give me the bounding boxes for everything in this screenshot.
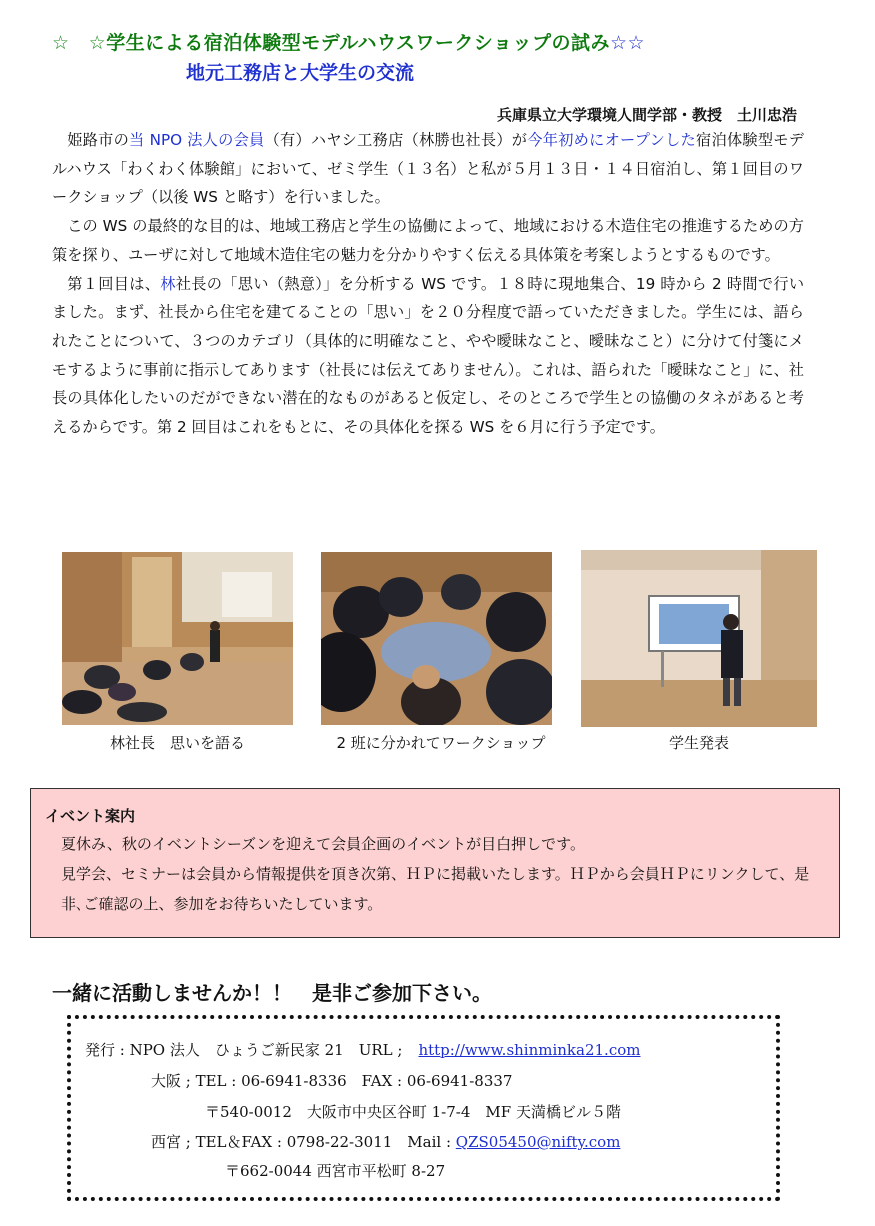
article-body — [52, 126, 804, 442]
article-subtitle: 地元工務店と大学生の交流 — [186, 62, 415, 84]
author-line: 兵庫県立大学環境人間学部・教授 土川忠浩 — [496, 106, 797, 124]
nishinomiya-address: 〒662-0044 西宮市平松町 8-27 — [225, 1162, 446, 1180]
article-title — [52, 28, 645, 55]
contact-box — [67, 1015, 780, 1201]
event-notice-box — [30, 788, 840, 938]
join-slogan: 一緒に活動しませんか！！ 是非ご参加下さい。 — [52, 981, 492, 1005]
event-text: 見学会、セミナーは会員から情報提供を頂き次第、ＨＰに掲載いたします。ＨＰから会員ＨＰにリンクして、是非､ご確認の上、参加をお待ちいたしています。 — [61, 865, 810, 913]
email-link[interactable]: QZS05450@nifty.com — [455, 1133, 621, 1151]
photo-student-presentation — [581, 550, 817, 727]
event-title: イベント案内 — [45, 807, 136, 825]
paragraph: 第１回目は、林社長の「思い（熱意）」を分析する WS です。１８時に現地集合、19 時から 2 時間で行いました。まず、社長から住宅を建てることの「思い」を２０分程度で語っていただきました。学生には、語られたことについて、３つのカテゴリ（具体的に明確なこと、やや曖昧なこと、曖昧なこと）に分けて付箋にメモするように事前に指示してあります（社長には伝えてありません）。これは、語られた「曖昧なこと」に、社長の具体化したいのだができない潜在的なものがあると仮定し、そのところで学生との協働のタネがあると考えるからです。第 2 回目はこれをもとに、その具体化を探る WS を６月に行う予定です。 — [52, 274, 805, 437]
event-text: 夏休み、秋のイベントシーズンを迎えて会員企画のイベントが目白押しです。 — [61, 835, 585, 853]
star-icon: ☆ — [88, 32, 107, 54]
photo-caption: 学生発表 — [668, 734, 729, 752]
osaka-address: 〒540-0012 大阪市中央区谷町 1-7-4 MF 天満橋ビル５階 — [205, 1103, 621, 1121]
photo-president-talk — [62, 552, 293, 725]
nishinomiya-contact: 西宮 ; TEL＆FAX : 0798-22-3011 Mail : QZS05450@nifty.com — [151, 1133, 621, 1151]
paragraph: 姫路市の当 NPO 法人の会員（有）ハヤシ工務店（林勝也社長）が今年初めにオープンした宿泊体験型モデルハウス「わくわく体験館」において、ゼミ学生（１３名）と私が５月１３日・１４日宿泊し、第１回目のワークショップ（以後 WS と略す）を行いました。 — [52, 131, 804, 207]
star-icon: ☆☆ — [610, 32, 646, 54]
photo-caption: 2 班に分かれてワークショップ — [336, 734, 546, 752]
website-link[interactable]: http://www.shinminka21.com — [418, 1041, 641, 1059]
paragraph: この WS の最終的な目的は、地域工務店と学生の協働によって、地域における木造住宅の推進するための方策を探り、ユーザに対して地域木造住宅の魅力を分かりやすく伝える具体策を考案しようとするものです。 — [52, 217, 804, 264]
publisher-line: 発行 : NPO 法人 ひょうご新民家 21 URL ; http://www.shinminka21.com — [85, 1041, 641, 1059]
photo-group-workshop — [321, 552, 552, 725]
star-icon: ☆ — [52, 32, 70, 54]
osaka-phone: 大阪 ; TEL : 06-6941-8336 FAX : 06-6941-8337 — [151, 1072, 513, 1090]
photo-caption: 林社長 思いを語る — [109, 734, 245, 752]
title-text: 学生による宿泊体験型モデルハウスワークショップの試み — [106, 32, 610, 54]
